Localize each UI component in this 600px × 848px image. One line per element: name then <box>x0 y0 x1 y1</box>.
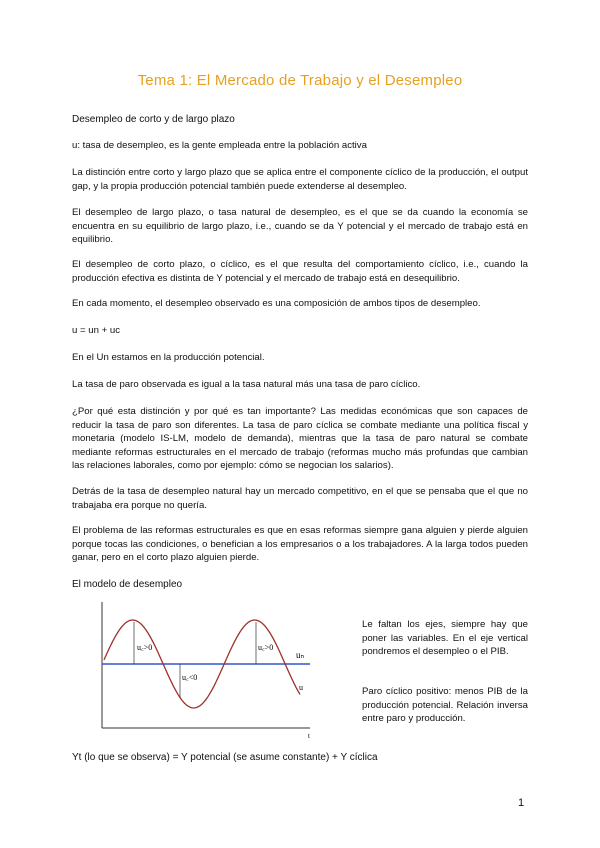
formula-yt: Yt (lo que se observa) = Y potencial (se asume constante) + Y cíclica <box>72 752 378 763</box>
paragraph-long-run-unemployment: El desempleo de largo plazo, o tasa natural de desempleo, es el que se da cuando la economía se encuentra en su equilibrio de largo plazo, i.e., cuando se da Y potencial y el mercado de trabajo está en equilibrio. <box>72 207 528 245</box>
label-uc-positive-2: u꜀>0 <box>258 643 274 652</box>
paragraph-structural-reforms: El problema de las reformas estructurales es que en esas reformas siempre gana alguien y pierde alguien porque tocas las condiciones, o benefician a los empresarios o a los trabajadores. A la larga todos pueden ganar, pero en el corto plazo alguien pierde. <box>72 525 528 563</box>
label-un: uₙ <box>296 650 305 660</box>
label-uc-positive-1: u꜀>0 <box>137 643 153 652</box>
paragraph-un-potential: En el Un estamos en la producción potencial. <box>72 352 265 363</box>
page-title: Tema 1: El Mercado de Trabajo y el Desempleo <box>137 72 463 89</box>
label-uc-negative: u꜀<0 <box>182 673 198 682</box>
section-heading-unemployment-model: El modelo de desempleo <box>72 579 183 590</box>
label-u: u <box>299 683 303 692</box>
unemployment-cycle-graph <box>96 598 326 738</box>
paragraph-why-important: ¿Por qué esta distinción y por qué es tan importante? Las medidas económicas que son capaces de reducir la tasa de paro son diferentes. La tasa de paro cíclica se combate mediante una política fiscal y monetaria (modelo IS-LM, modelo de demanda), mientras que la tasa de paro natural se combate mediante reformas estructurales en el mercado de trabajo (reformas mucho más profundas que cambian las relaciones laborales, como por ejemplo: cómo se negocian los salarios). <box>72 406 528 471</box>
paragraph-definition-u: u: tasa de desempleo, es la gente empleada entre la población activa <box>72 140 367 151</box>
side-note-axes: Le faltan los ejes, siempre hay que poner las variables. En el eje vertical pondremos el desempleo o el PIB. <box>362 619 528 657</box>
section-heading-short-long-run: Desempleo de corto y de largo plazo <box>72 114 235 125</box>
paragraph-short-run-unemployment: El desempleo de corto plazo, o cíclico, es el que resulta del comportamiento cíclico, i.e., cuando la producción efectiva es distinta de Y potencial y el mercado de trabajo está en desequilibrio. <box>72 259 528 284</box>
paragraph-competitive-market: Detrás de la tasa de desempleo natural hay un mercado competitivo, en el que se pensaba que el que no trabajaba era porque no quería. <box>72 486 528 511</box>
label-t: t <box>308 732 310 738</box>
paragraph-observed-rate: La tasa de paro observada es igual a la tasa natural más una tasa de paro cíclico. <box>72 379 421 390</box>
side-note-cyclical: Paro cíclico positivo: menos PIB de la producción potencial. Relación inversa entre paro y producción. <box>362 686 528 724</box>
page-number: 1 <box>518 797 525 809</box>
paragraph-short-long-distinction: La distinción entre corto y largo plazo que se aplica entre el componente cíclico de la producción, el output gap, y la propia producción potencial también puede extenderse al desempleo. <box>72 167 528 192</box>
paragraph-composition: En cada momento, el desempleo observado es una composición de ambos tipos de desempleo. <box>72 298 481 309</box>
paragraph-formula-u: u = un + uc <box>72 325 121 336</box>
